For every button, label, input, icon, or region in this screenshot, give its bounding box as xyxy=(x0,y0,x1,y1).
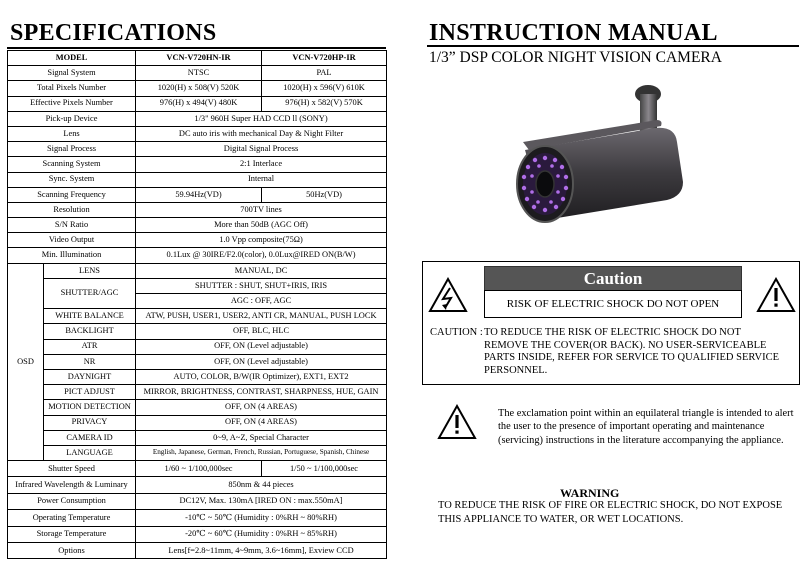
row-value: 700TV lines xyxy=(136,202,387,217)
osd-item-value: MANUAL, DC xyxy=(136,263,387,278)
product-subtitle: 1/3” DSP COLOR NIGHT VISION CAMERA xyxy=(429,49,722,66)
row-value-ntsc: 59.94Hz(VD) xyxy=(136,187,262,202)
row-label: Signal System xyxy=(8,66,136,81)
table-row xyxy=(8,202,387,217)
row-value-pal: 50Hz(VD) xyxy=(262,187,387,202)
osd-item-label: DAYNIGHT xyxy=(44,369,136,384)
row-label: Operating Temperature xyxy=(8,510,136,526)
spec-table xyxy=(7,50,387,559)
row-value: Digital Signal Process xyxy=(136,142,387,157)
row-value: DC auto iris with mechanical Day & Night Filter xyxy=(136,126,387,141)
row-label: Options xyxy=(8,543,136,559)
table-row xyxy=(8,324,387,339)
row-value-ntsc: 1020(H) x 508(V) 520K xyxy=(136,81,262,96)
table-row xyxy=(8,126,387,141)
table-row xyxy=(8,263,387,278)
row-value-pal: PAL xyxy=(262,66,387,81)
table-row xyxy=(8,445,387,460)
row-value: -20℃ ~ 60℃ (Humidity : 0%RH ~ 85%RH) xyxy=(136,526,387,542)
osd-item-value: OFF, ON (Level adjustable) xyxy=(136,354,387,369)
table-row xyxy=(8,96,387,111)
row-label: S/N Ratio xyxy=(8,218,136,233)
table-row xyxy=(8,477,387,493)
row-value: More than 50dB (AGC Off) xyxy=(136,218,387,233)
table-row xyxy=(8,111,387,126)
row-label: Shutter Speed xyxy=(8,461,136,477)
osd-item-label: LENS xyxy=(44,263,136,278)
table-row xyxy=(8,461,387,477)
row-label: Pick-up Device xyxy=(8,111,136,126)
osd-item-value: 0~9, A~Z, Special Character xyxy=(136,430,387,445)
model-label: MODEL xyxy=(8,51,136,66)
row-value: 1/3" 960H Super HAD CCD ll (SONY) xyxy=(136,111,387,126)
row-label: Min. Illumination xyxy=(8,248,136,263)
table-row xyxy=(8,66,387,81)
lightning-triangle-icon xyxy=(428,277,468,313)
row-value-ntsc: NTSC xyxy=(136,66,262,81)
table-row xyxy=(8,142,387,157)
row-label: Scanning Frequency xyxy=(8,187,136,202)
row-label: Sync. System xyxy=(8,172,136,187)
table-row xyxy=(8,369,387,384)
osd-item-label: CAMERA ID xyxy=(44,430,136,445)
row-label: Video Output xyxy=(8,233,136,248)
row-value: 1.0 Vpp composite(75Ω) xyxy=(136,233,387,248)
row-value: DC12V, Max. 130mA [IRED ON : max.550mA] xyxy=(136,493,387,509)
table-row xyxy=(8,493,387,509)
row-label: Effective Pixels Number xyxy=(8,96,136,111)
osd-item-label: SHUTTER/AGC xyxy=(44,278,136,308)
row-label: Power Consumption xyxy=(8,493,136,509)
osd-item-label: NR xyxy=(44,354,136,369)
row-value-ntsc: 1/60 ~ 1/100,000sec xyxy=(136,461,262,477)
osd-item-label: PRIVACY xyxy=(44,415,136,430)
table-row xyxy=(8,543,387,559)
table-row xyxy=(8,430,387,445)
caution-label: CAUTION : xyxy=(430,327,483,338)
osd-item-value: AGC : OFF, AGC xyxy=(136,294,387,309)
osd-item-label: MOTION DETECTION xyxy=(44,400,136,415)
table-row xyxy=(8,278,387,293)
osd-item-label: BACKLIGHT xyxy=(44,324,136,339)
osd-item-label: PICT ADJUST xyxy=(44,385,136,400)
table-row xyxy=(8,339,387,354)
row-label: Lens xyxy=(8,126,136,141)
instruction-manual-title: INSTRUCTION MANUAL xyxy=(429,20,718,46)
table-row xyxy=(8,248,387,263)
row-label: Total Pixels Number xyxy=(8,81,136,96)
table-row xyxy=(8,309,387,324)
row-label: Signal Process xyxy=(8,142,136,157)
specifications-title: SPECIFICATIONS xyxy=(10,20,217,46)
row-value: 850nm & 44 pieces xyxy=(136,477,387,493)
osd-item-value: ATW, PUSH, USER1, USER2, ANTI CR, MANUAL, PUSH LOCK xyxy=(136,309,387,324)
table-row xyxy=(8,81,387,96)
row-label: Infrared Wavelength & Luminary xyxy=(8,477,136,493)
table-row xyxy=(8,510,387,526)
row-label: Resolution xyxy=(8,202,136,217)
risk-of-shock-label: RISK OF ELECTRIC SHOCK DO NOT OPEN xyxy=(484,290,742,318)
model-ntsc: VCN-V720HN-IR xyxy=(136,51,262,66)
lens xyxy=(536,171,554,197)
osd-item-label: LANGUAGE xyxy=(44,445,136,460)
row-value: -10℃ ~ 50℃ (Humidity : 0%RH ~ 80%RH) xyxy=(136,510,387,526)
row-value: 2:1 Interlace xyxy=(136,157,387,172)
row-label: Scanning System xyxy=(8,157,136,172)
row-label: Storage Temperature xyxy=(8,526,136,542)
title-rule-left xyxy=(7,47,386,49)
table-row xyxy=(8,51,387,66)
row-value-pal: 1/50 ~ 1/100,000sec xyxy=(262,461,387,477)
title-rule-right xyxy=(427,45,799,47)
row-value-ntsc: 976(H) x 494(V) 480K xyxy=(136,96,262,111)
row-value: Internal xyxy=(136,172,387,187)
caution-text: TO REDUCE THE RISK OF ELECTRIC SHOCK DO NOT REMOVE THE COVER(OR BACK). NO USER-SERVICEABLE PARTS INSIDE, REFER FOR SERVICE TO QUALIFIED SERVICE PERSONNEL. xyxy=(484,327,780,377)
caution-title: Caution xyxy=(484,266,742,291)
camera-illustration xyxy=(505,80,705,245)
table-row xyxy=(8,218,387,233)
table-row xyxy=(8,415,387,430)
osd-item-value: MIRROR, BRIGHTNESS, CONTRAST, SHARPNESS, HUE, GAIN xyxy=(136,385,387,400)
exclamation-explanation: The exclamation point within an equilateral triangle is intended to alert the user to the presence of important operating and maintenance (servicing) instructions in the literature accompanying the appliance. xyxy=(498,408,794,446)
table-row xyxy=(8,526,387,542)
model-pal: VCN-V720HP-IR xyxy=(262,51,387,66)
row-value: 0.1Lux @ 30IRE/F2.0(color), 0.0Lux@IRED ON(B/W) xyxy=(136,248,387,263)
exclamation-triangle-icon xyxy=(437,404,477,440)
table-row xyxy=(8,157,387,172)
row-value-pal: 976(H) x 582(V) 570K xyxy=(262,96,387,111)
osd-item-value: OFF, ON (4 AREAS) xyxy=(136,415,387,430)
table-row xyxy=(8,354,387,369)
osd-item-value: SHUTTER : SHUT, SHUT+IRIS, IRIS xyxy=(136,278,387,293)
osd-item-value: OFF, ON (Level adjustable) xyxy=(136,339,387,354)
table-row xyxy=(8,233,387,248)
exclamation-triangle-icon xyxy=(756,277,796,313)
row-value: Lens[f=2.8~11mm, 4~9mm, 3.6~16mm], Exview CCD xyxy=(136,543,387,559)
table-row xyxy=(8,172,387,187)
osd-item-value: AUTO, COLOR, B/W(IR Optimizer), EXT1, EXT2 xyxy=(136,369,387,384)
row-value-pal: 1020(H) x 596(V) 610K xyxy=(262,81,387,96)
osd-item-label: WHITE BALANCE xyxy=(44,309,136,324)
warning-title: WARNING xyxy=(560,486,620,500)
osd-item-value: OFF, BLC, HLC xyxy=(136,324,387,339)
table-row xyxy=(8,400,387,415)
osd-label: OSD xyxy=(8,263,44,460)
table-row xyxy=(8,385,387,400)
osd-item-value: English, Japanese, German, French, Russian, Portuguese, Spanish, Chinese xyxy=(136,445,387,460)
warning-text: TO REDUCE THE RISK OF FIRE OR ELECTRIC SHOCK, DO NOT EXPOSE THIS APPLIANCE TO WATER, OR WET LOCATIONS. xyxy=(438,500,783,525)
osd-item-value: OFF, ON (4 AREAS) xyxy=(136,400,387,415)
osd-item-label: ATR xyxy=(44,339,136,354)
table-row xyxy=(8,187,387,202)
